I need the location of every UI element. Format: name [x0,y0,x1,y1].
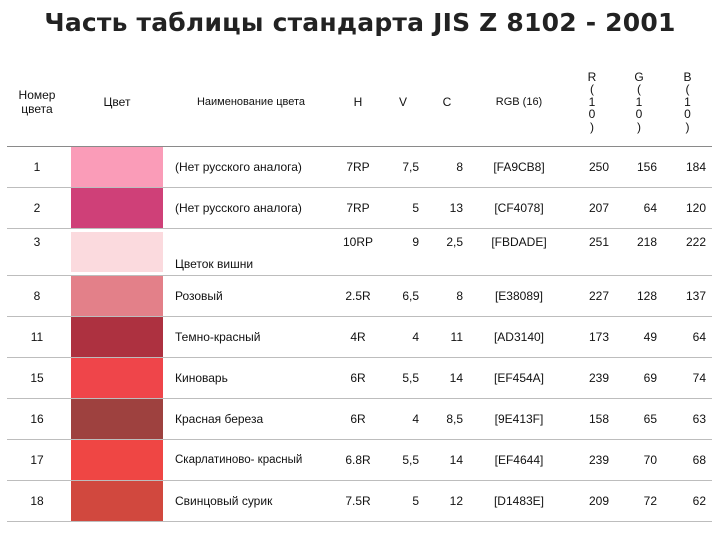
header-c: C [425,58,469,147]
r-value: 239 [569,440,615,481]
header-g-close: ) [637,119,641,134]
hue-value: 7RP [335,188,381,229]
rgb-hex: [FA9CB8] [469,147,569,188]
header-rgb: RGB (16) [469,58,569,147]
swatch-cell [67,440,167,481]
header-g-one: 1 [635,94,643,109]
rgb-hex: [EF4644] [469,440,569,481]
color-swatch [71,317,163,357]
row-number: 16 [7,399,67,440]
g-value: 65 [615,399,663,440]
swatch-cell [67,399,167,440]
value-value: 4 [381,317,425,358]
table-row [7,399,712,440]
value-value: 4 [381,399,425,440]
chroma-value: 14 [425,358,469,399]
g-value: 72 [615,481,663,522]
color-name: (Нет русского аналога) [167,188,335,229]
b-value: 137 [663,276,712,317]
rgb-hex: [D1483E] [469,481,569,522]
header-g-zero: 0 [635,107,643,122]
header-g [615,58,663,147]
rgb-hex: [CF4078] [469,188,569,229]
header-b-open: ( [685,82,690,97]
hue-value: 6R [335,399,381,440]
swatch-cell [67,229,167,276]
g-value: 49 [615,317,663,358]
value-value: 6,5 [381,276,425,317]
color-name: Киноварь [167,358,335,399]
chroma-value: 8 [425,276,469,317]
b-value: 184 [663,147,712,188]
row-number: 18 [7,481,67,522]
header-r-close: ) [590,119,594,134]
chroma-value: 8 [425,147,469,188]
color-swatch [71,440,163,480]
r-value: 239 [569,358,615,399]
color-name: Свинцовый сурик [167,481,335,522]
row-number: 3 [7,229,67,276]
chroma-value: 14 [425,440,469,481]
r-value: 209 [569,481,615,522]
header-row [7,58,712,147]
chroma-value: 8,5 [425,399,469,440]
color-name: Темно-красный [167,317,335,358]
b-value: 68 [663,440,712,481]
value-value: 5,5 [381,440,425,481]
color-swatch [71,147,163,187]
value-value: 5 [381,188,425,229]
table-row [7,440,712,481]
swatch-cell [67,317,167,358]
b-value: 62 [663,481,712,522]
b-value: 63 [663,399,712,440]
table-row [7,229,712,276]
color-swatch [71,399,163,439]
r-value: 158 [569,399,615,440]
header-v: V [381,58,425,147]
hue-value: 7RP [335,147,381,188]
b-value: 64 [663,317,712,358]
value-value: 5,5 [381,358,425,399]
g-value: 156 [615,147,663,188]
header-number-line2: цвета [21,102,53,116]
rgb-hex: [FBDADE] [469,229,569,276]
color-swatch [71,232,163,272]
row-number: 1 [7,147,67,188]
g-value: 128 [615,276,663,317]
chroma-value: 2,5 [425,229,469,276]
hue-value: 10RP [335,229,381,276]
table-row [7,317,712,358]
chroma-value: 12 [425,481,469,522]
hue-value: 2.5R [335,276,381,317]
table-row [7,147,712,188]
header-r-one: 1 [588,94,596,109]
header-r-letter: R [587,69,597,84]
page-title: Часть таблицы стандарта JIS Z 8102 - 2001 [44,8,676,37]
header-number [7,58,67,147]
b-value: 74 [663,358,712,399]
value-value: 5 [381,481,425,522]
color-name: (Нет русского аналога) [167,147,335,188]
header-name: Наименование цвета [167,58,335,147]
swatch-cell [67,481,167,522]
header-r-zero: 0 [588,107,596,122]
header-g-open: ( [637,82,641,97]
r-value: 250 [569,147,615,188]
header-b-close: ) [685,119,690,134]
g-value: 70 [615,440,663,481]
hue-value: 4R [335,317,381,358]
r-value: 173 [569,317,615,358]
header-g-letter: G [634,69,644,84]
g-value: 64 [615,188,663,229]
color-swatch [71,358,163,398]
r-value: 251 [569,229,615,276]
r-value: 227 [569,276,615,317]
color-name: Цветок вишни [167,229,335,276]
swatch-cell [67,276,167,317]
hue-value: 6.8R [335,440,381,481]
header-number-line1: Номер [18,88,56,102]
table-row [7,481,712,522]
chroma-value: 13 [425,188,469,229]
color-swatch [71,276,163,316]
rgb-hex: [EF454A] [469,358,569,399]
value-value: 7,5 [381,147,425,188]
r-value: 207 [569,188,615,229]
header-r [569,58,615,147]
color-name: Красная береза [167,399,335,440]
chroma-value: 11 [425,317,469,358]
swatch-cell [67,147,167,188]
hue-value: 6R [335,358,381,399]
table-row [7,276,712,317]
rgb-hex: [E38089] [469,276,569,317]
g-value: 69 [615,358,663,399]
header-b-zero: 0 [684,107,691,122]
header-color: Цвет [67,58,167,147]
b-value: 120 [663,188,712,229]
g-value: 218 [615,229,663,276]
color-table [7,58,712,522]
row-number: 8 [7,276,67,317]
table-row [7,188,712,229]
value-value: 9 [381,229,425,276]
rgb-hex: [AD3140] [469,317,569,358]
color-name: Скарлатиново- красный [167,440,335,481]
row-number: 15 [7,358,67,399]
header-h: H [335,58,381,147]
header-b-letter: B [683,69,692,84]
row-number: 2 [7,188,67,229]
row-number: 17 [7,440,67,481]
color-swatch [71,481,163,521]
hue-value: 7.5R [335,481,381,522]
header-b-one: 1 [684,94,691,109]
header-b [663,58,712,147]
header-r-open: ( [590,82,594,97]
swatch-cell [67,188,167,229]
b-value: 222 [663,229,712,276]
row-number: 11 [7,317,67,358]
color-swatch [71,188,163,228]
table-row [7,358,712,399]
rgb-hex: [9E413F] [469,399,569,440]
swatch-cell [67,358,167,399]
color-name: Розовый [167,276,335,317]
